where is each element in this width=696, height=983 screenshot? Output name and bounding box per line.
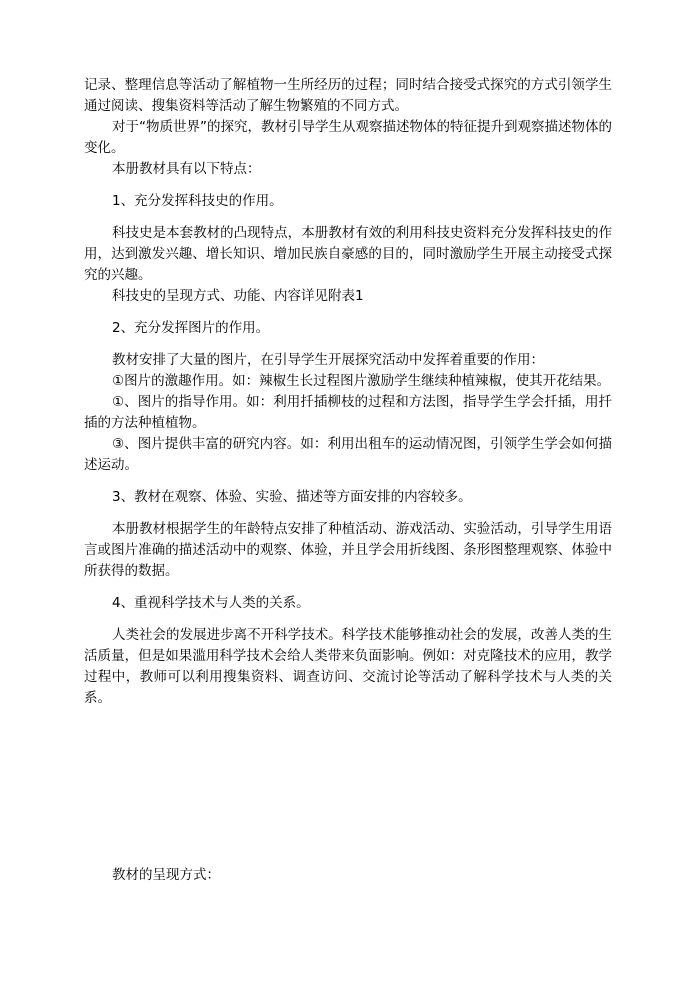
paragraph-activities: 本册教材根据学生的年龄特点安排了种植活动、游戏活动、实验活动，引导学生用语言或图片准确的描述活动中的观察、体验，并且学会用折线图、条形图整理观察、体验中所获得的数据。 <box>84 521 612 579</box>
paragraph-images-intro: 教材安排了大量的图片，在引导学生开展探究活动中发挥着重要的作用： <box>112 352 544 368</box>
paragraph-science-society: 人类社会的发展进步离不开科学技术。科学技术能够推动社会的发展，改善人类的生活质量，但是如果滥用科学技术会给人类带来负面影响。例如：对克隆技术的应用，教学过程中，教师可以利用搜集资料、调查访问、交流讨论等活动了解科学技术与人类的关系。 <box>84 627 612 706</box>
paragraph-science-history: 科技史是本套教材的凸现特点，本册教材有效的利用科技史资料充分发挥科技史的作用，达到激发兴趣、增长知识、增加民族自豪感的目的，同时激励学生开展主动接受式探究的兴趣。 <box>84 225 612 283</box>
heading-feature-3: 3、教材在观察、体验、实验、描述等方面安排的内容较多。 <box>112 489 472 505</box>
heading-feature-2: 2、充分发挥图片的作用。 <box>112 320 270 336</box>
heading-feature-1: 1、充分发挥科技史的作用。 <box>112 193 283 209</box>
paragraph-images-interest: ①图片的激趣作用。如：辣椒生长过程图片激励学生继续种植辣椒，使其开花结果。 <box>112 373 611 389</box>
paragraph-continued-plant-life: 记录、整理信息等活动了解植物一生所经历的过程；同时结合接受式探究的方式引领学生通过阅读、搜集资料等活动了解生物繁殖的不同方式。 <box>84 77 612 114</box>
paragraph-appendix-note: 科技史的呈现方式、功能、内容详见附表1 <box>112 288 364 304</box>
paragraph-images-content: ③、图片提供丰富的研究内容。如：利用出租车的运动情况图，引领学生学会如何描述运动。 <box>84 436 612 473</box>
paragraph-images-guidance: ①、图片的指导作用。如：利用扦插柳枝的过程和方法图，指导学生学会扦插，用扦插的方法种植植物。 <box>84 394 612 431</box>
paragraph-material-world: 对于“物质世界”的探究，教材引导学生从观察描述物体的特征提升到观察描述物体的变化。 <box>84 119 612 156</box>
paragraph-features-intro: 本册教材具有以下特点： <box>112 161 261 177</box>
document-body <box>84 75 612 709</box>
heading-feature-4: 4、重视科学技术与人类的关系。 <box>112 595 310 611</box>
section-heading-presentation: 教材的呈现方式： <box>112 867 220 883</box>
